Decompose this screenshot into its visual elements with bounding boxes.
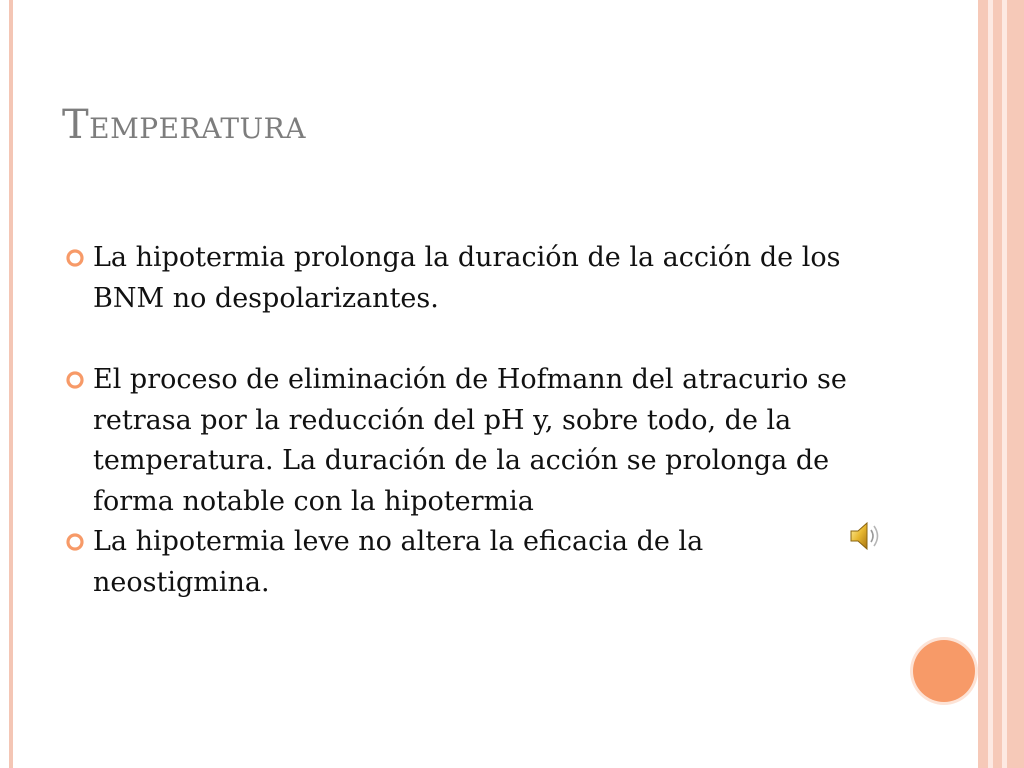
bullet-text: La hipotermia leve no altera la eficacia de la neostigmina. (93, 526, 704, 598)
slide-title: Temperatura (62, 102, 306, 148)
right-decor-bar (993, 0, 1002, 768)
bullet-item (66, 522, 866, 603)
bullet-item (66, 238, 866, 319)
bullet-text: El proceso de eliminación de Hofmann del atracurio se retrasa por la reducción del pH y, sobre todo, de la temperatura. La duración de la acción se prolonga de forma notable con la hipotermia (93, 364, 847, 517)
right-decor-bar (978, 0, 988, 768)
orange-circle-bullet-icon (66, 249, 84, 267)
orange-decor-circle (913, 640, 975, 702)
bullet-list (66, 238, 866, 603)
bullet-item (66, 360, 866, 522)
orange-circle-bullet-icon (66, 371, 84, 389)
right-decor-bar (1007, 0, 1024, 768)
orange-circle-bullet-icon (66, 533, 84, 551)
speaker-icon[interactable] (848, 518, 882, 554)
bullet-text: La hipotermia prolonga la duración de la acción de los BNM no despolarizantes. (93, 242, 841, 314)
left-border-line (9, 0, 13, 768)
